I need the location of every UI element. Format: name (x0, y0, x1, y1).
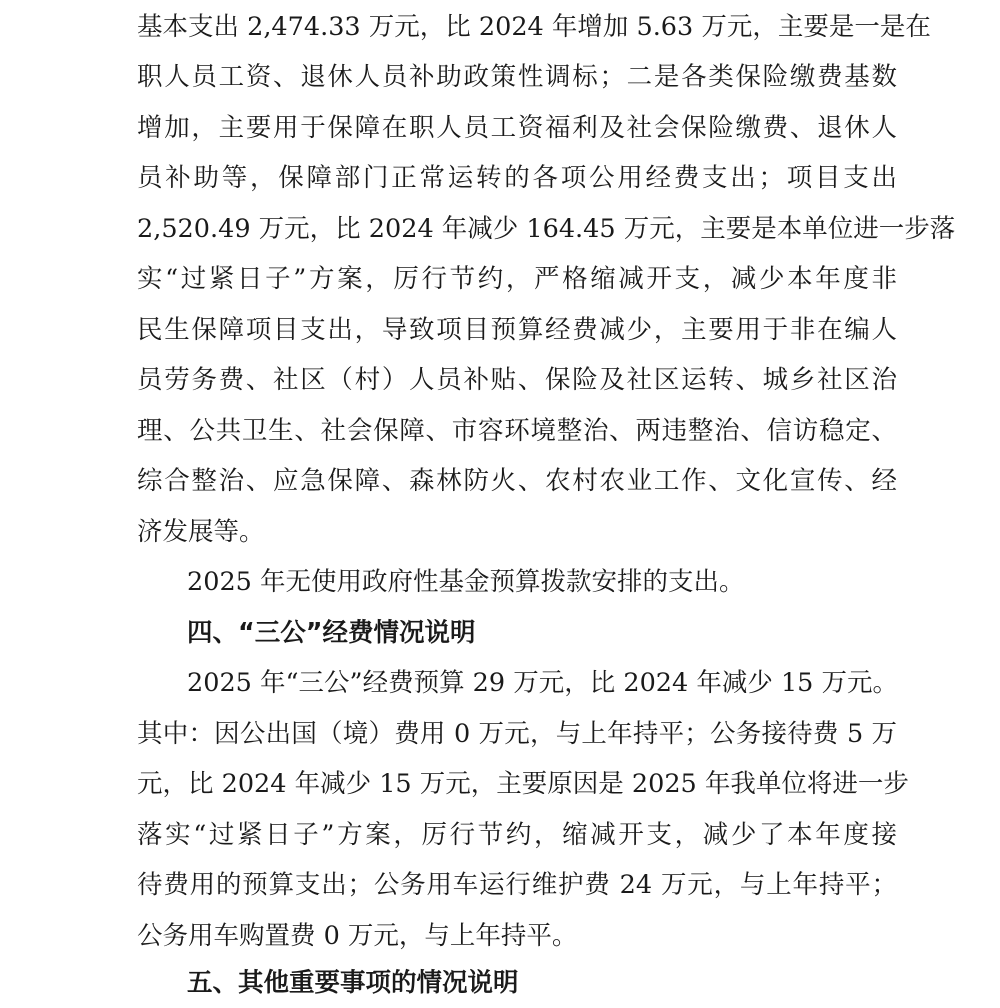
paragraph-line: 理、公共卫生、社会保障、市容环境整治、两违整治、信访稳定、 (137, 416, 897, 446)
paragraph-line: 民生保障项目支出，导致项目预算经费减少，主要用于非在编人 (137, 315, 897, 345)
paragraph-line: 济发展等。 (137, 517, 265, 547)
paragraph-line: 职人员工资、退休人员补助政策性调标；二是各类保险缴费基数 (137, 62, 897, 92)
paragraph-line: 元，比 2024 年减少 15 万元，主要原因是 2025 年我单位将进一步 (137, 769, 909, 799)
paragraph-line: 实“过紧日子”方案，厉行节约，严格缩减开支，减少本年度非 (137, 264, 897, 294)
paragraph-line: 其中：因公出国（境）费用 0 万元，与上年持平；公务接待费 5 万 (137, 719, 897, 749)
paragraph-line: 员补助等，保障部门正常运转的各项公用经费支出；项目支出 (137, 163, 897, 193)
paragraph-line: 2,520.49 万元，比 2024 年减少 164.45 万元，主要是本单位进一步落 (137, 214, 956, 244)
paragraph-line: 综合整治、应急保障、森林防火、农村农业工作、文化宣传、经 (137, 466, 897, 496)
paragraph-line: 落实“过紧日子”方案，厉行节约，缩减开支，减少了本年度接 (137, 820, 897, 850)
paragraph-line: 增加，主要用于保障在职人员工资福利及社会保险缴费、退休人 (137, 113, 897, 143)
paragraph-line: 2025 年“三公”经费预算 29 万元，比 2024 年减少 15 万元。 (187, 668, 899, 698)
paragraph-line: 员劳务费、社区（村）人员补贴、保险及社区运转、城乡社区治 (137, 365, 897, 395)
paragraph-text: 2025 年无使用政府性基金预算拨款安排的支出。 (187, 567, 745, 597)
paragraph-line: 公务用车购置费 0 万元，与上年持平。 (137, 921, 578, 951)
section-heading: 五、其他重要事项的情况说明 (187, 968, 519, 998)
section-heading: 四、“三公”经费情况说明 (187, 618, 476, 648)
paragraph-line: 待费用的预算支出；公务用车运行维护费 24 万元，与上年持平； (137, 870, 897, 900)
paragraph-line: 基本支出 2,474.33 万元，比 2024 年增加 5.63 万元，主要是一是在 (137, 12, 931, 42)
